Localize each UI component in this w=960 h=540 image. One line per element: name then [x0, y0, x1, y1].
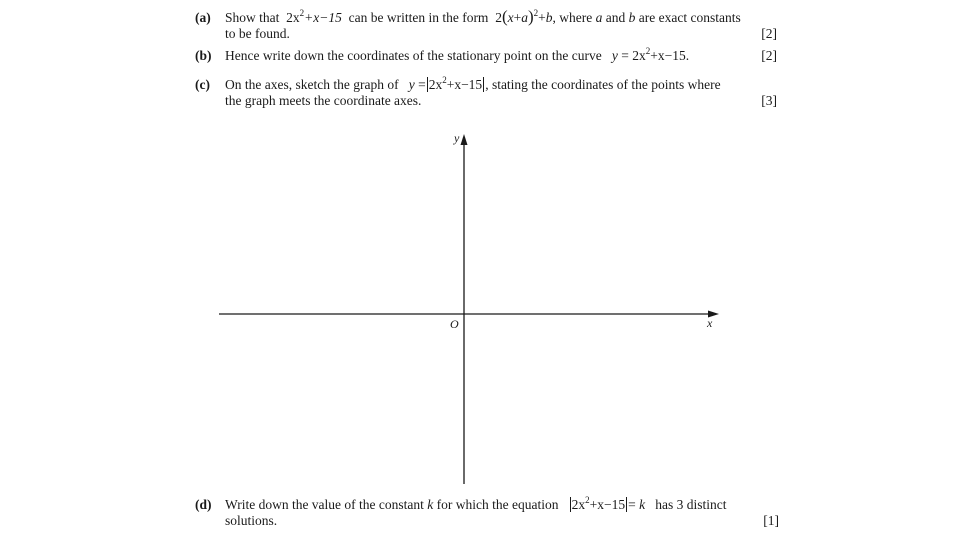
question-b-line1: Hence write down the coordinates of the stationary point on the curve $y = 2x^2+x-15$.	[225, 45, 690, 63]
question-b-label: (b)	[195, 48, 212, 63]
y-axis-label: y	[454, 131, 460, 145]
marks-b: [2]	[761, 48, 777, 63]
question-d-label: (d)	[195, 497, 212, 512]
completed-square-form: $2(x+a)^2+b$	[495, 7, 553, 26]
x-axis-label: x	[707, 316, 713, 330]
marks-c: [3]	[761, 93, 777, 108]
question-c-label: (c)	[195, 77, 210, 92]
question-a-label: (a)	[195, 10, 211, 25]
equation-c: $y = 2x^2+x-15$	[408, 74, 483, 92]
expression-a: $2x^2+x-15$	[286, 7, 342, 25]
marks-a: [2]	[761, 26, 777, 41]
equation-d: $2x^2+x-15 = k$	[571, 494, 646, 512]
y-axis-arrow	[461, 134, 468, 145]
question-d-line1: Write down the value of the constant k for which the equation $2x^2+x-15 = k$ has 3 distinct	[225, 494, 727, 512]
marks-d: [1]	[763, 513, 779, 528]
question-c-line1: On the axes, sketch the graph of $y = 2x^2+x-15$ , stating the coordinates of the points where	[225, 74, 721, 92]
origin-label: O	[450, 317, 459, 331]
equation-b: $y = 2x^2+x-15$.	[611, 45, 690, 63]
question-c-line2: the graph meets the coordinate axes.	[225, 93, 422, 108]
question-d-line2: solutions.	[225, 513, 278, 528]
question-a-line2: to be found.	[225, 26, 290, 41]
question-a-line1: Show that $2x^2+x-15$ can be written in the form $2(x+a)^2+b$, where a and b are exact constants	[225, 7, 741, 26]
